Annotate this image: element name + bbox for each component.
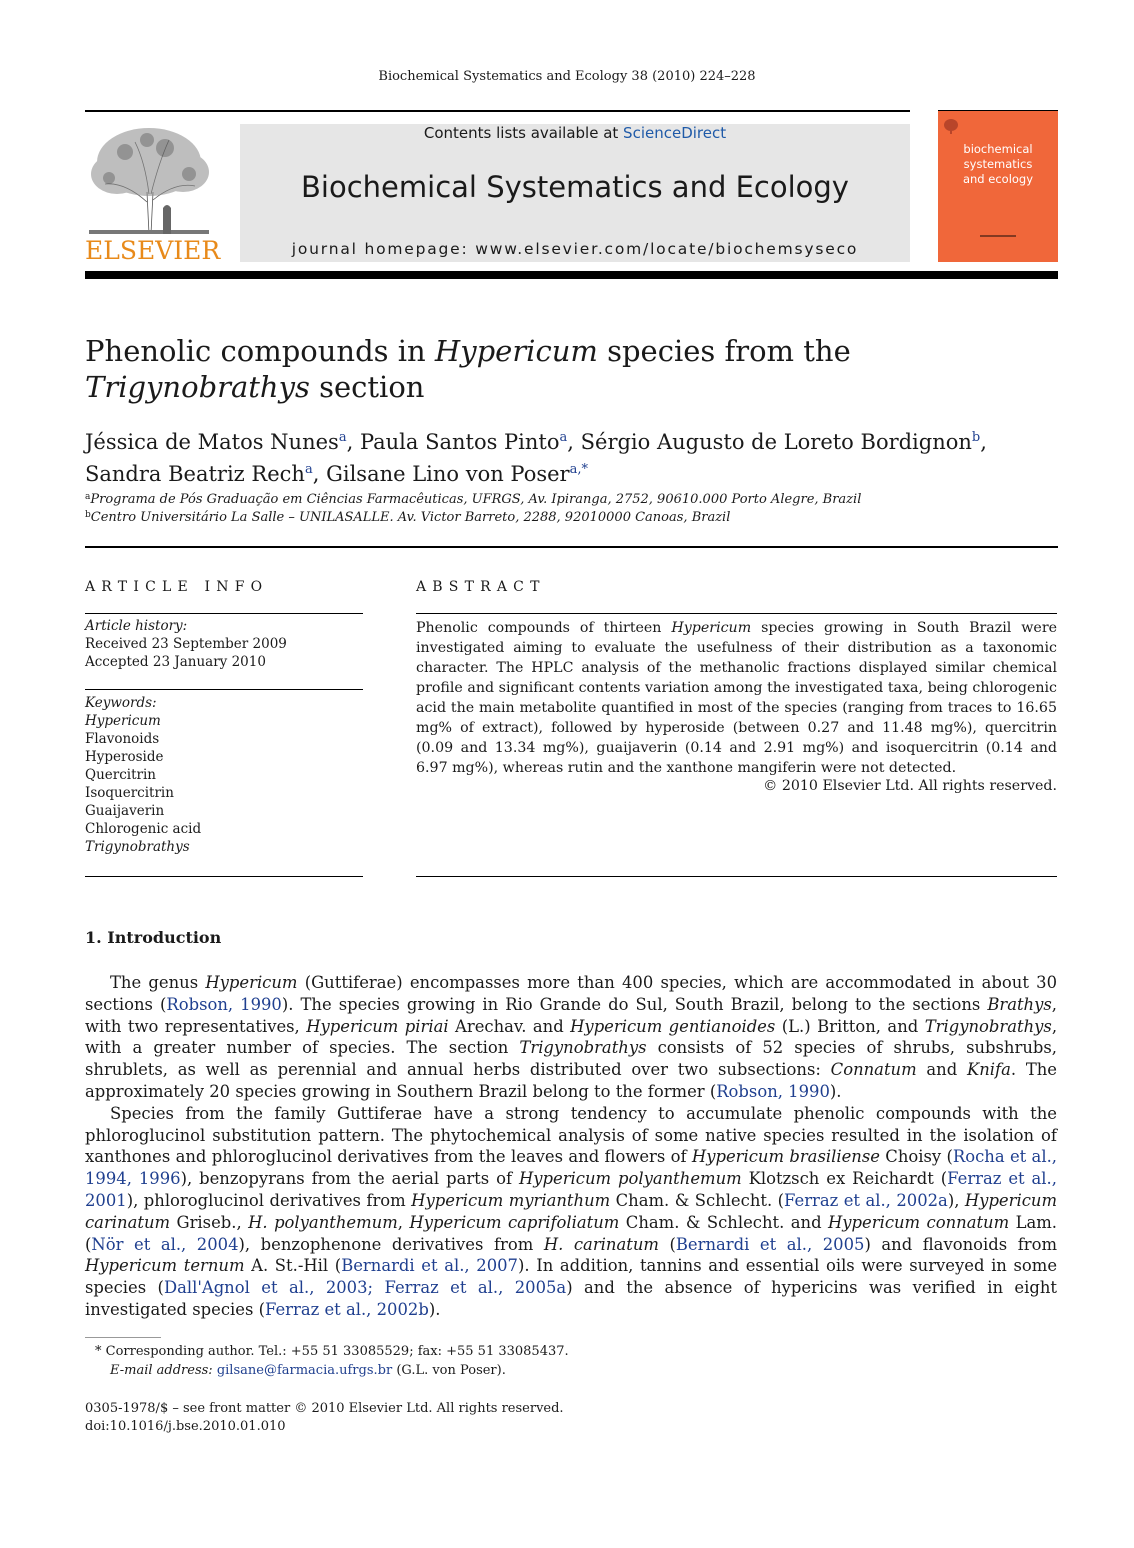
- species-name: Hypericum myrianthum: [411, 1190, 611, 1210]
- cover-line-1: biochemical: [963, 142, 1033, 156]
- text-run: (L.) Britton, and: [775, 1016, 925, 1036]
- article-title: [85, 333, 985, 405]
- sciencedirect-link[interactable]: ScienceDirect: [623, 124, 727, 142]
- text-run: Klotzsch ex Reichardt (: [741, 1169, 948, 1189]
- keywords-label: Keywords:: [85, 695, 157, 711]
- author-list: Jéssica de Matos Nunes$^a$, Paula Santos Pinto$^a$, Sérgio Augusto de Loreto Bordignon$^b$, Sandra Beatriz Rech$^a$, Gilsane Lino von Poser$^{a,*}$: [85, 430, 987, 486]
- contents-prefix: Contents lists available at: [423, 124, 624, 142]
- citation-link[interactable]: Dall'Agnol et al., 2003; Ferraz et al., 2005a: [163, 1278, 567, 1298]
- abstract-bottom-rule: [416, 876, 1057, 877]
- citation-link[interactable]: Ferraz et al., 2002a: [784, 1190, 948, 1210]
- text-run: and: [916, 1060, 967, 1080]
- species-name: Hypericum: [205, 973, 298, 992]
- affiliation-mark[interactable]: b: [971, 430, 981, 445]
- text-run: Choisy (: [879, 1147, 953, 1167]
- cover-sciencedirect-mark-icon: [938, 232, 1058, 242]
- cover-tree-icon: [938, 116, 968, 136]
- article-info-rule: [85, 613, 363, 614]
- keyword: Quercitrin: [85, 767, 156, 783]
- citation-link[interactable]: Robson, 1990: [716, 1081, 830, 1101]
- title-genus: Hypericum: [434, 334, 598, 368]
- text-run: (Guttiferae) encompasses more than 400 species, which are accommodated in about 30 sections (: [85, 973, 1057, 1014]
- abstract-part: Phenolic compounds of thirteen: [416, 620, 672, 636]
- species-name: Hypericum carinatum: [85, 1190, 1057, 1232]
- text-run: Cham. & Schlecht. and: [619, 1212, 828, 1232]
- species-name: Knifa: [966, 1060, 1011, 1080]
- masthead-bottom-rule: [85, 271, 1058, 279]
- intro-paragraph-1: [85, 972, 1057, 1103]
- journal-title: Biochemical Systematics and Ecology: [301, 170, 849, 204]
- text-run: ,: [397, 1212, 410, 1232]
- email-link[interactable]: gilsane@farmacia.ufrgs.br: [216, 1363, 393, 1378]
- title-text-2: species from the: [597, 334, 851, 368]
- cover-line-2: systematics: [963, 157, 1033, 171]
- abstract-rule: [416, 613, 1057, 614]
- text-run: , with two representatives,: [85, 994, 1057, 1036]
- text-run: ), phloroglucinol derivatives from: [126, 1190, 412, 1210]
- keyword: Hyperoside: [85, 749, 164, 765]
- section-heading-introduction: 1. Introduction: [85, 928, 222, 947]
- affiliation-mark-a[interactable]: a,: [569, 462, 582, 477]
- author-name[interactable]: Sérgio Augusto de Loreto Bordignon: [580, 430, 972, 454]
- species-name: Trigynobrathys: [924, 1016, 1052, 1036]
- text-run: ).: [428, 1299, 441, 1319]
- article-history: [85, 617, 287, 671]
- email-label: E-mail address:: [110, 1363, 217, 1378]
- corresponding-mark[interactable]: *: [581, 462, 588, 477]
- species-name: Hypericum caprifoliatum: [409, 1212, 620, 1232]
- text-run: Lam. (: [85, 1212, 1058, 1254]
- received-date: Received 23 September 2009: [85, 636, 287, 652]
- keyword: Flavonoids: [85, 731, 160, 747]
- text-run: A. St.-Hil (: [244, 1256, 342, 1276]
- abstract-part: species growing in South Brazil were investigated aiming to evaluate the usefulness of their distribution as a taxonomic character. The HPLC analysis of the methanolic fractions displayed similar chemical profile and significant contents variation among the investigated taxa, being chlorogenic acid the main metabolite quantified in most of the species (ranging from traces to 16.65 mg% of extract), followed by hyperoside (between 0.27 and 11.48 mg%), quercitrin (0.09 and 13.34 mg%), guaijaverin (0.14 and 2.91 mg%) and isoquercitrin (0.14 and 6.97 mg%), whereas rutin and the xanthone mangiferin were not detected.: [416, 620, 1057, 776]
- front-matter: [85, 1400, 785, 1436]
- citation-link[interactable]: Rocha et al., 1994, 1996: [85, 1147, 1057, 1189]
- citation-link[interactable]: Ferraz et al., 2001: [85, 1169, 1057, 1210]
- title-section: Trigynobrathys: [85, 370, 310, 404]
- corresponding-footnote: * Corresponding author. Tel.: +55 51 33085529; fax: +55 51 33085437.: [95, 1344, 569, 1359]
- intro-paragraph-2: [85, 1103, 1057, 1321]
- affiliation-mark[interactable]: [570, 462, 588, 477]
- keyword: Trigynobrathys: [85, 839, 190, 855]
- author-name[interactable]: Jéssica de Matos Nunes: [85, 430, 339, 454]
- affiliation-mark[interactable]: a: [338, 430, 347, 445]
- affiliation-label: b: [85, 510, 91, 520]
- text-run: ) and flavonoids from: [864, 1234, 1058, 1254]
- keyword: Isoquercitrin: [85, 785, 174, 801]
- keyword: Chlorogenic acid: [85, 821, 202, 837]
- affiliation-label: a: [85, 492, 91, 502]
- affiliation-text: Centro Universitário La Salle – UNILASALLE. Av. Victor Barreto, 2288, 92010000 Canoas, Brazil: [90, 510, 731, 525]
- affiliation-text: Programa de Pós Graduação em Ciências Farmacêuticas, UFRGS, Av. Ipiranga, 2752, 90610.000 Porto Alegre, Brazil: [90, 492, 862, 507]
- title-text-1: Phenolic compounds in: [85, 334, 435, 368]
- cover-title: [938, 142, 1058, 187]
- affiliation-mark[interactable]: a: [559, 430, 568, 445]
- abstract-genus: Hypericum: [671, 620, 752, 636]
- text-run: , with a greater number of species. The section: [85, 1016, 1058, 1058]
- text-run: Griseb.,: [170, 1212, 249, 1232]
- footnote-rule: [85, 1337, 161, 1338]
- header-divider: [85, 546, 1058, 548]
- cover-line-3: and ecology: [962, 172, 1034, 186]
- text-run: ), benzophenone derivatives from: [238, 1234, 544, 1254]
- species-name: Hypericum polyanthemum: [518, 1169, 742, 1189]
- email-footnote: [110, 1361, 1070, 1380]
- title-text-3: section: [309, 370, 425, 404]
- accepted-date: Accepted 23 January 2010: [85, 654, 266, 670]
- text-run: ),: [947, 1190, 965, 1210]
- citation-link[interactable]: Robson, 1990: [166, 994, 282, 1014]
- abstract-copyright: © 2010 Elsevier Ltd. All rights reserved.: [763, 778, 1057, 794]
- species-name: Connatum: [830, 1060, 917, 1080]
- species-name: Hypericum brasiliense: [691, 1147, 880, 1167]
- email-suffix: (G.L. von Poser).: [392, 1363, 506, 1378]
- text-run: (: [658, 1234, 676, 1254]
- introduction-body: [85, 972, 1057, 1321]
- journal-homepage[interactable]: journal homepage: www.elsevier.com/locate/biochemsyseco: [291, 240, 859, 258]
- affiliation-mark[interactable]: a: [304, 462, 313, 477]
- history-label: Article history:: [85, 618, 188, 634]
- doi-line[interactable]: doi:10.1016/j.bse.2010.01.010: [85, 1419, 286, 1434]
- keywords-block: [85, 694, 201, 856]
- text-run: The genus: [110, 973, 206, 992]
- author-name[interactable]: Paula Santos Pinto: [359, 430, 560, 454]
- text-run: Species from the family Guttiferae have a strong tendency to accumulate phenolic compounds with the phloroglucinol substitution pattern. The phytochemical analysis of some native species resulted in the isolation of xanthones and phloroglucinol derivatives from the leaves and flowers of: [85, 1103, 1057, 1167]
- keywords-rule: [85, 689, 363, 690]
- contents-line: [240, 124, 910, 142]
- species-name: Hypericum gentianoides: [570, 1016, 776, 1036]
- text-run: ).: [829, 1081, 842, 1101]
- keyword: Hypericum: [85, 713, 161, 729]
- text-run: . The approximately 20 species growing in Southern Brazil belong to the former (: [85, 1060, 1058, 1101]
- running-head: Biochemical Systematics and Ecology 38 (2010) 224–228: [378, 69, 756, 84]
- text-run: Arechav. and: [448, 1016, 571, 1036]
- affiliation-a: [85, 492, 1045, 507]
- masthead-top-rule: [85, 110, 910, 112]
- publisher-wordmark: ELSEVIER: [85, 236, 221, 265]
- issn-line: 0305-1978/$ – see front matter © 2010 Elsevier Ltd. All rights reserved.: [85, 1401, 564, 1416]
- author-name[interactable]: Gilsane Lino von Poser: [326, 462, 570, 486]
- citation-link[interactable]: Nör et al., 2004: [91, 1234, 239, 1254]
- author-name[interactable]: Sandra Beatriz Rech: [85, 462, 305, 486]
- text-run: ). The species growing in Rio Grande do Sul, South Brazil, belong to the sections: [281, 994, 988, 1014]
- text-run: ). In addition, tannins and essential oils were surveyed in some species (: [85, 1256, 1058, 1298]
- citation-link[interactable]: Ferraz et al., 2002b: [265, 1299, 429, 1319]
- species-name: Brathys: [987, 994, 1052, 1014]
- species-name: Hypericum connatum: [828, 1212, 1010, 1232]
- abstract-heading: ABSTRACT: [416, 579, 546, 595]
- text-run: ), benzopyrans from the aerial parts of: [180, 1169, 519, 1189]
- species-name: H. carinatum: [543, 1234, 659, 1254]
- abstract-text: [416, 618, 1057, 778]
- species-name: H. polyanthemum: [248, 1212, 398, 1232]
- citation-link[interactable]: Bernardi et al., 2007: [341, 1256, 518, 1276]
- text-run: Cham. & Schlecht. (: [610, 1190, 785, 1210]
- text-run: consists of 52 species of shrubs, subshrubs, shrublets, as well as perennial and annual herbs distributed over two subsections:: [85, 1038, 1057, 1080]
- text-run: ) and the absence of hypericins was verified in eight investigated species (: [85, 1278, 1057, 1319]
- affiliation-b: [85, 510, 1045, 525]
- citation-link[interactable]: Bernardi et al., 2005: [675, 1234, 865, 1254]
- article-info-bottom-rule: [85, 876, 363, 877]
- species-name: Trigynobrathys: [519, 1038, 647, 1058]
- species-name: Hypericum piriai: [306, 1016, 449, 1036]
- species-name: Hypericum ternum: [85, 1256, 245, 1276]
- article-info-heading: ARTICLE INFO: [85, 579, 269, 595]
- keyword: Guaijaverin: [85, 803, 165, 819]
